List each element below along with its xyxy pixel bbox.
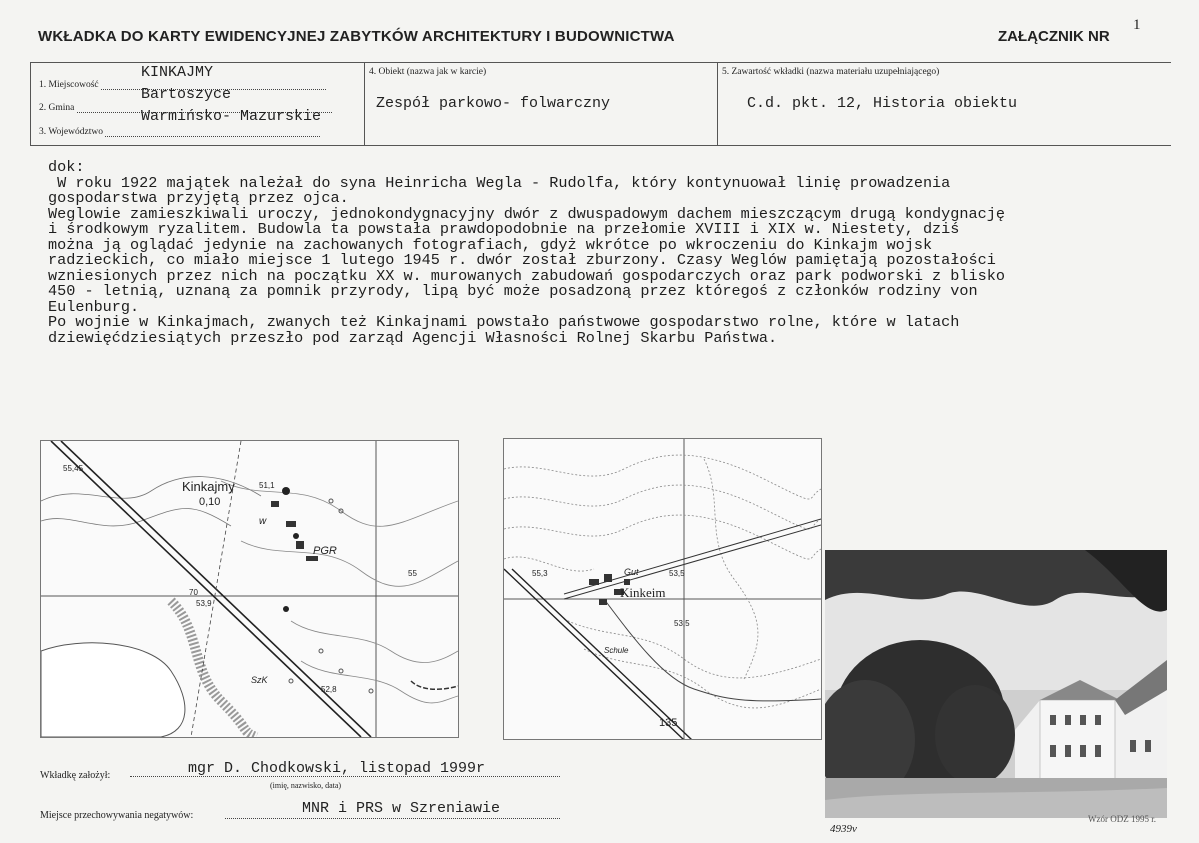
storage-value: MNR i PRS w Szreniawie bbox=[302, 800, 501, 817]
locality-label: 1. Miejscowość bbox=[39, 80, 99, 90]
text-line: radzieckich, co miało miejsce 1 lutego 1945 r. dwór został zburzony. Czasy Weglów pamiętają pozostałości bbox=[48, 251, 996, 269]
commune-value: Bartoszyce bbox=[141, 86, 232, 103]
voivodeship-label: 3. Województwo bbox=[39, 127, 103, 137]
form-divider bbox=[364, 63, 365, 145]
map-place-label: Kinkajmy bbox=[182, 479, 235, 494]
text-line: gospodarstwa przyjętą przez ojca. bbox=[48, 189, 349, 207]
text-line: W roku 1922 majątek należał do syna Heinricha Wegla - Rudolfa, który kontynuował linię prowadzenia bbox=[48, 173, 951, 192]
map-gut-label: Gut bbox=[624, 567, 639, 577]
author-label: Wkładkę założył: bbox=[40, 770, 111, 781]
form-divider bbox=[717, 63, 718, 145]
text-line: Weglowie zamieszkiwali uroczy, jednokondygnacyjny dwór z dwuspadowym dachem mieszczącym drugą kondygnację bbox=[48, 204, 1005, 223]
contents-label: 5. Zawartość wkładki (nazwa materiału uzupełniającego) bbox=[722, 67, 940, 77]
form-box bbox=[30, 62, 1171, 146]
map-elevation: 55,45 bbox=[63, 464, 84, 473]
handwritten-number: 4939v bbox=[830, 823, 857, 835]
manor-photograph bbox=[825, 550, 1167, 818]
text-line: dziewięćdziesiątych przeszło pod zarząd Agencji Własności Rolnej Skarbu Państwa. bbox=[48, 328, 778, 347]
document-title: WKŁADKA DO KARTY EWIDENCYJNEJ ZABYTKÓW ARCHITEKTURY I BUDOWNICTWA bbox=[38, 28, 675, 45]
map-elevation: 52,8 bbox=[321, 685, 337, 694]
map-elevation: 53,5 bbox=[669, 569, 685, 578]
map-school-label: Schule bbox=[604, 646, 629, 655]
map-elevation: 55 bbox=[408, 569, 417, 578]
text-line: Po wojnie w Kinkajmach, zwanych też Kinkajnami powstało państwowe gospodarstwo rolne, które w latach bbox=[48, 313, 960, 331]
object-value: Zespół parkowo- folwarczny bbox=[376, 95, 611, 112]
annex-label: ZAŁĄCZNIK NR bbox=[998, 28, 1110, 45]
voivodeship-value: Warmińsko- Mazurskie bbox=[141, 108, 322, 125]
topographic-map-kinkeim bbox=[503, 438, 822, 740]
page-number: 1 bbox=[1133, 17, 1141, 33]
map-pgr-label: PGR bbox=[313, 545, 337, 557]
map-road-number: 135 bbox=[659, 717, 678, 729]
map-sub-label: 0,10 bbox=[199, 496, 221, 508]
storage-dots bbox=[225, 818, 560, 819]
text-line: można ją oglądać jedynie na zachowanych fotografiach, gdyż wkrótce po wkroczeniu do Kinkajm wojsk bbox=[48, 235, 933, 254]
map-w-label: w bbox=[259, 516, 267, 527]
map-drawing bbox=[41, 441, 458, 737]
storage-label: Miejsce przechowywania negatywów: bbox=[40, 810, 194, 821]
text-line: 450 - letnią, uznaną za pomnik przyrody, lipą być może posadzoną przez któregoś z członków rodziny von bbox=[48, 282, 978, 300]
text-line: i środkowym ryzalitem. Budowla ta powstała prawdopodobnie na przełomie XVIII i XIX w. Niestety, dziś bbox=[48, 220, 960, 238]
object-label: 4. Obiekt (nazwa jak w karcie) bbox=[369, 67, 487, 77]
topographic-map-kinkajmy bbox=[40, 440, 459, 738]
form-code: Wzór ODZ 1995 r. bbox=[1088, 814, 1156, 824]
commune-label: 2. Gmina bbox=[39, 103, 75, 113]
contents-value: C.d. pkt. 12, Historia obiektu bbox=[747, 95, 1018, 112]
map-place-label: Kinkeim bbox=[620, 585, 666, 600]
map-elevation: 53,9 bbox=[196, 599, 212, 608]
voivodeship-dots bbox=[105, 136, 320, 137]
photo-drawing bbox=[825, 550, 1167, 818]
map-elevation: 55,3 bbox=[532, 569, 548, 578]
map-elevation: 53,5 bbox=[674, 619, 690, 628]
history-text bbox=[48, 160, 1158, 346]
locality-value: KINKAJMY bbox=[141, 64, 214, 81]
map-elevation: 51,1 bbox=[259, 481, 275, 490]
text-line: wzniesionych przez nich na początku XX w. murowanych zabudowań gospodarczych oraz park podworski z blisko bbox=[48, 266, 1005, 285]
author-hint: (imię, nazwisko, data) bbox=[270, 781, 342, 790]
author-value: mgr D. Chodkowski, listopad 1999r bbox=[188, 760, 486, 777]
text-line: dok: bbox=[48, 158, 85, 176]
voivodeship-row bbox=[39, 127, 320, 137]
map-szk-label: SzK bbox=[251, 675, 268, 685]
text-line: Eulenburg. bbox=[48, 297, 140, 316]
map-road-number: 70 bbox=[189, 588, 198, 597]
